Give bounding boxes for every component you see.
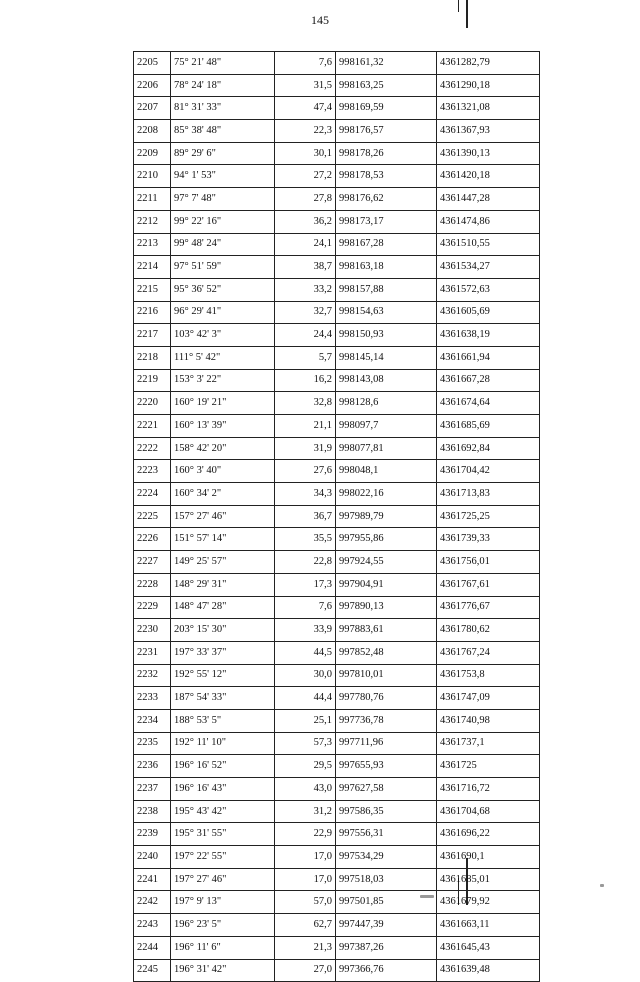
table-row — [134, 687, 540, 710]
angle-cell: 99° 22' 16" — [171, 210, 275, 233]
x-coordinate-cell: 997924,55 — [336, 551, 437, 574]
angle-cell: 81° 31' 33" — [171, 97, 275, 120]
x-coordinate-cell: 998161,32 — [336, 52, 437, 75]
y-coordinate-cell: 4361767,24 — [437, 641, 540, 664]
x-coordinate-cell: 998167,28 — [336, 233, 437, 256]
point-number-cell: 2214 — [134, 256, 171, 279]
distance-cell: 35,5 — [275, 528, 336, 551]
point-number-cell: 2221 — [134, 415, 171, 438]
x-coordinate-cell: 998173,17 — [336, 210, 437, 233]
distance-cell: 21,1 — [275, 415, 336, 438]
table-row — [134, 709, 540, 732]
point-number-cell: 2226 — [134, 528, 171, 551]
angle-cell: 97° 51' 59" — [171, 256, 275, 279]
angle-cell: 149° 25' 57" — [171, 551, 275, 574]
x-coordinate-cell: 997955,86 — [336, 528, 437, 551]
angle-cell: 196° 23' 5" — [171, 914, 275, 937]
angle-cell: 153° 3' 22" — [171, 369, 275, 392]
y-coordinate-cell: 4361290,18 — [437, 74, 540, 97]
angle-cell: 160° 3' 40" — [171, 460, 275, 483]
table-row — [134, 210, 540, 233]
point-number-cell: 2237 — [134, 778, 171, 801]
point-number-cell: 2208 — [134, 120, 171, 143]
y-coordinate-cell: 4361696,22 — [437, 823, 540, 846]
angle-cell: 103° 42' 3" — [171, 324, 275, 347]
x-coordinate-cell: 997534,29 — [336, 846, 437, 869]
x-coordinate-cell: 997890,13 — [336, 596, 437, 619]
distance-cell: 33,2 — [275, 278, 336, 301]
distance-cell: 34,3 — [275, 483, 336, 506]
point-number-cell: 2234 — [134, 709, 171, 732]
y-coordinate-cell: 4361685,69 — [437, 415, 540, 438]
y-coordinate-cell: 4361692,84 — [437, 437, 540, 460]
table-row — [134, 936, 540, 959]
x-coordinate-cell: 998157,88 — [336, 278, 437, 301]
table-row — [134, 460, 540, 483]
point-number-cell: 2219 — [134, 369, 171, 392]
angle-cell: 99° 48' 24" — [171, 233, 275, 256]
x-coordinate-cell: 998178,26 — [336, 142, 437, 165]
y-coordinate-cell: 4361716,72 — [437, 778, 540, 801]
y-coordinate-cell: 4361667,28 — [437, 369, 540, 392]
y-coordinate-cell: 4361776,67 — [437, 596, 540, 619]
distance-cell: 17,3 — [275, 573, 336, 596]
angle-cell: 197° 27' 46" — [171, 868, 275, 891]
point-number-cell: 2235 — [134, 732, 171, 755]
distance-cell: 17,0 — [275, 846, 336, 869]
x-coordinate-cell: 998154,63 — [336, 301, 437, 324]
distance-cell: 57,0 — [275, 891, 336, 914]
table-row — [134, 619, 540, 642]
x-coordinate-cell: 997852,48 — [336, 641, 437, 664]
x-coordinate-cell: 997989,79 — [336, 505, 437, 528]
point-number-cell: 2217 — [134, 324, 171, 347]
y-coordinate-cell: 4361690,1 — [437, 846, 540, 869]
x-coordinate-cell: 997883,61 — [336, 619, 437, 642]
angle-cell: 197° 33' 37" — [171, 641, 275, 664]
table-row — [134, 392, 540, 415]
y-coordinate-cell: 4361747,09 — [437, 687, 540, 710]
distance-cell: 36,7 — [275, 505, 336, 528]
x-coordinate-cell: 998022,16 — [336, 483, 437, 506]
table-row — [134, 664, 540, 687]
angle-cell: 195° 43' 42" — [171, 800, 275, 823]
point-number-cell: 2240 — [134, 846, 171, 869]
table-row — [134, 868, 540, 891]
x-coordinate-cell: 997627,58 — [336, 778, 437, 801]
y-coordinate-cell: 4361739,33 — [437, 528, 540, 551]
distance-cell: 31,9 — [275, 437, 336, 460]
table-row — [134, 891, 540, 914]
point-number-cell: 2209 — [134, 142, 171, 165]
x-coordinate-cell: 997711,96 — [336, 732, 437, 755]
distance-cell: 22,9 — [275, 823, 336, 846]
angle-cell: 192° 11' 10" — [171, 732, 275, 755]
point-number-cell: 2230 — [134, 619, 171, 642]
y-coordinate-cell: 4361679,92 — [437, 891, 540, 914]
x-coordinate-cell: 997586,35 — [336, 800, 437, 823]
y-coordinate-cell: 4361737,1 — [437, 732, 540, 755]
angle-cell: 89° 29' 6" — [171, 142, 275, 165]
x-coordinate-cell: 998178,53 — [336, 165, 437, 188]
angle-cell: 188° 53' 5" — [171, 709, 275, 732]
y-coordinate-cell: 4361605,69 — [437, 301, 540, 324]
table-row — [134, 641, 540, 664]
angle-cell: 197° 22' 55" — [171, 846, 275, 869]
y-coordinate-cell: 4361704,68 — [437, 800, 540, 823]
angle-cell: 195° 31' 55" — [171, 823, 275, 846]
table-row — [134, 415, 540, 438]
table-row — [134, 256, 540, 279]
y-coordinate-cell: 4361685,01 — [437, 868, 540, 891]
point-number-cell: 2227 — [134, 551, 171, 574]
distance-cell: 22,8 — [275, 551, 336, 574]
point-number-cell: 2215 — [134, 278, 171, 301]
table-row — [134, 823, 540, 846]
table-row — [134, 188, 540, 211]
point-number-cell: 2236 — [134, 755, 171, 778]
x-coordinate-cell: 998143,08 — [336, 369, 437, 392]
y-coordinate-cell: 4361321,08 — [437, 97, 540, 120]
y-coordinate-cell: 4361638,19 — [437, 324, 540, 347]
table-row — [134, 732, 540, 755]
point-number-cell: 2242 — [134, 891, 171, 914]
angle-cell: 160° 13' 39" — [171, 415, 275, 438]
distance-cell: 24,4 — [275, 324, 336, 347]
table-row — [134, 573, 540, 596]
angle-cell: 197° 9' 13" — [171, 891, 275, 914]
distance-cell: 44,4 — [275, 687, 336, 710]
distance-cell: 36,2 — [275, 210, 336, 233]
table-row — [134, 800, 540, 823]
point-number-cell: 2211 — [134, 188, 171, 211]
distance-cell: 16,2 — [275, 369, 336, 392]
scan-margin-line-top — [466, 0, 468, 28]
angle-cell: 151° 57' 14" — [171, 528, 275, 551]
x-coordinate-cell: 998169,59 — [336, 97, 437, 120]
table-row — [134, 483, 540, 506]
x-coordinate-cell: 997501,85 — [336, 891, 437, 914]
distance-cell: 24,1 — [275, 233, 336, 256]
point-number-cell: 2224 — [134, 483, 171, 506]
y-coordinate-cell: 4361390,13 — [437, 142, 540, 165]
y-coordinate-cell: 4361740,98 — [437, 709, 540, 732]
distance-cell: 27,2 — [275, 165, 336, 188]
angle-cell: 203° 15' 30" — [171, 619, 275, 642]
x-coordinate-cell: 998150,93 — [336, 324, 437, 347]
table-row — [134, 120, 540, 143]
angle-cell: 78° 24' 18" — [171, 74, 275, 97]
point-number-cell: 2225 — [134, 505, 171, 528]
table-row — [134, 778, 540, 801]
table-row — [134, 324, 540, 347]
y-coordinate-cell: 4361420,18 — [437, 165, 540, 188]
scan-speck — [600, 884, 604, 887]
table-row — [134, 233, 540, 256]
x-coordinate-cell: 998097,7 — [336, 415, 437, 438]
x-coordinate-cell: 997736,78 — [336, 709, 437, 732]
y-coordinate-cell: 4361572,63 — [437, 278, 540, 301]
x-coordinate-cell: 997366,76 — [336, 959, 437, 982]
x-coordinate-cell: 997387,26 — [336, 936, 437, 959]
angle-cell: 148° 29' 31" — [171, 573, 275, 596]
angle-cell: 158° 42' 20" — [171, 437, 275, 460]
y-coordinate-cell: 4361639,48 — [437, 959, 540, 982]
x-coordinate-cell: 998176,57 — [336, 120, 437, 143]
distance-cell: 33,9 — [275, 619, 336, 642]
distance-cell: 57,3 — [275, 732, 336, 755]
distance-cell: 27,6 — [275, 460, 336, 483]
x-coordinate-cell: 997518,03 — [336, 868, 437, 891]
coordinates-table-body — [134, 52, 540, 982]
point-number-cell: 2213 — [134, 233, 171, 256]
point-number-cell: 2233 — [134, 687, 171, 710]
point-number-cell: 2239 — [134, 823, 171, 846]
angle-cell: 85° 38' 48" — [171, 120, 275, 143]
y-coordinate-cell: 4361704,42 — [437, 460, 540, 483]
table-row — [134, 846, 540, 869]
table-row — [134, 369, 540, 392]
point-number-cell: 2232 — [134, 664, 171, 687]
y-coordinate-cell: 4361510,55 — [437, 233, 540, 256]
angle-cell: 111° 5' 42" — [171, 346, 275, 369]
distance-cell: 30,1 — [275, 142, 336, 165]
point-number-cell: 2222 — [134, 437, 171, 460]
x-coordinate-cell: 998077,81 — [336, 437, 437, 460]
y-coordinate-cell: 4361756,01 — [437, 551, 540, 574]
point-number-cell: 2218 — [134, 346, 171, 369]
distance-cell: 21,3 — [275, 936, 336, 959]
angle-cell: 160° 34' 2" — [171, 483, 275, 506]
y-coordinate-cell: 4361767,61 — [437, 573, 540, 596]
angle-cell: 196° 11' 6" — [171, 936, 275, 959]
distance-cell: 27,0 — [275, 959, 336, 982]
table-row — [134, 74, 540, 97]
distance-cell: 30,0 — [275, 664, 336, 687]
distance-cell: 17,0 — [275, 868, 336, 891]
x-coordinate-cell: 997655,93 — [336, 755, 437, 778]
x-coordinate-cell: 998163,18 — [336, 256, 437, 279]
table-row — [134, 755, 540, 778]
distance-cell: 32,8 — [275, 392, 336, 415]
coordinates-table — [133, 51, 540, 982]
distance-cell: 27,8 — [275, 188, 336, 211]
x-coordinate-cell: 998128,6 — [336, 392, 437, 415]
point-number-cell: 2210 — [134, 165, 171, 188]
distance-cell: 47,4 — [275, 97, 336, 120]
y-coordinate-cell: 4361282,79 — [437, 52, 540, 75]
angle-cell: 160° 19' 21" — [171, 392, 275, 415]
angle-cell: 196° 16' 43" — [171, 778, 275, 801]
angle-cell: 148° 47' 28" — [171, 596, 275, 619]
distance-cell: 7,6 — [275, 52, 336, 75]
distance-cell: 31,2 — [275, 800, 336, 823]
y-coordinate-cell: 4361367,93 — [437, 120, 540, 143]
table-row — [134, 914, 540, 937]
x-coordinate-cell: 998048,1 — [336, 460, 437, 483]
angle-cell: 94° 1' 53" — [171, 165, 275, 188]
distance-cell: 7,6 — [275, 596, 336, 619]
point-number-cell: 2216 — [134, 301, 171, 324]
x-coordinate-cell: 997810,01 — [336, 664, 437, 687]
angle-cell: 196° 16' 52" — [171, 755, 275, 778]
x-coordinate-cell: 998163,25 — [336, 74, 437, 97]
point-number-cell: 2231 — [134, 641, 171, 664]
point-number-cell: 2238 — [134, 800, 171, 823]
y-coordinate-cell: 4361725,25 — [437, 505, 540, 528]
angle-cell: 97° 7' 48" — [171, 188, 275, 211]
point-number-cell: 2228 — [134, 573, 171, 596]
distance-cell: 38,7 — [275, 256, 336, 279]
point-number-cell: 2220 — [134, 392, 171, 415]
table-row — [134, 596, 540, 619]
y-coordinate-cell: 4361713,83 — [437, 483, 540, 506]
x-coordinate-cell: 997780,76 — [336, 687, 437, 710]
angle-cell: 196° 31' 42" — [171, 959, 275, 982]
distance-cell: 22,3 — [275, 120, 336, 143]
x-coordinate-cell: 997447,39 — [336, 914, 437, 937]
table-row — [134, 52, 540, 75]
point-number-cell: 2245 — [134, 959, 171, 982]
table-row — [134, 437, 540, 460]
y-coordinate-cell: 4361674,64 — [437, 392, 540, 415]
point-number-cell: 2243 — [134, 914, 171, 937]
angle-cell: 96° 29' 41" — [171, 301, 275, 324]
distance-cell: 43,0 — [275, 778, 336, 801]
table-row — [134, 505, 540, 528]
table-row — [134, 165, 540, 188]
y-coordinate-cell: 4361645,43 — [437, 936, 540, 959]
scan-margin-line-top-thin — [458, 0, 459, 12]
y-coordinate-cell: 4361780,62 — [437, 619, 540, 642]
table-row — [134, 301, 540, 324]
y-coordinate-cell: 4361534,27 — [437, 256, 540, 279]
table-row — [134, 959, 540, 982]
page-number: 145 — [311, 13, 329, 27]
point-number-cell: 2241 — [134, 868, 171, 891]
distance-cell: 29,5 — [275, 755, 336, 778]
x-coordinate-cell: 997556,31 — [336, 823, 437, 846]
angle-cell: 187° 54' 33" — [171, 687, 275, 710]
table-row — [134, 278, 540, 301]
y-coordinate-cell: 4361663,11 — [437, 914, 540, 937]
x-coordinate-cell: 998176,62 — [336, 188, 437, 211]
angle-cell: 157° 27' 46" — [171, 505, 275, 528]
angle-cell: 75° 21' 48" — [171, 52, 275, 75]
point-number-cell: 2207 — [134, 97, 171, 120]
y-coordinate-cell: 4361661,94 — [437, 346, 540, 369]
table-row — [134, 528, 540, 551]
point-number-cell: 2205 — [134, 52, 171, 75]
table-row — [134, 551, 540, 574]
distance-cell: 32,7 — [275, 301, 336, 324]
point-number-cell: 2206 — [134, 74, 171, 97]
x-coordinate-cell: 997904,91 — [336, 573, 437, 596]
distance-cell: 25,1 — [275, 709, 336, 732]
point-number-cell: 2212 — [134, 210, 171, 233]
distance-cell: 62,7 — [275, 914, 336, 937]
y-coordinate-cell: 4361447,28 — [437, 188, 540, 211]
point-number-cell: 2223 — [134, 460, 171, 483]
y-coordinate-cell: 4361753,8 — [437, 664, 540, 687]
distance-cell: 5,7 — [275, 346, 336, 369]
angle-cell: 95° 36' 52" — [171, 278, 275, 301]
distance-cell: 44,5 — [275, 641, 336, 664]
point-number-cell: 2244 — [134, 936, 171, 959]
table-row — [134, 97, 540, 120]
angle-cell: 192° 55' 12" — [171, 664, 275, 687]
point-number-cell: 2229 — [134, 596, 171, 619]
x-coordinate-cell: 998145,14 — [336, 346, 437, 369]
y-coordinate-cell: 4361474,86 — [437, 210, 540, 233]
table-row — [134, 142, 540, 165]
y-coordinate-cell: 4361725 — [437, 755, 540, 778]
table-row — [134, 346, 540, 369]
distance-cell: 31,5 — [275, 74, 336, 97]
